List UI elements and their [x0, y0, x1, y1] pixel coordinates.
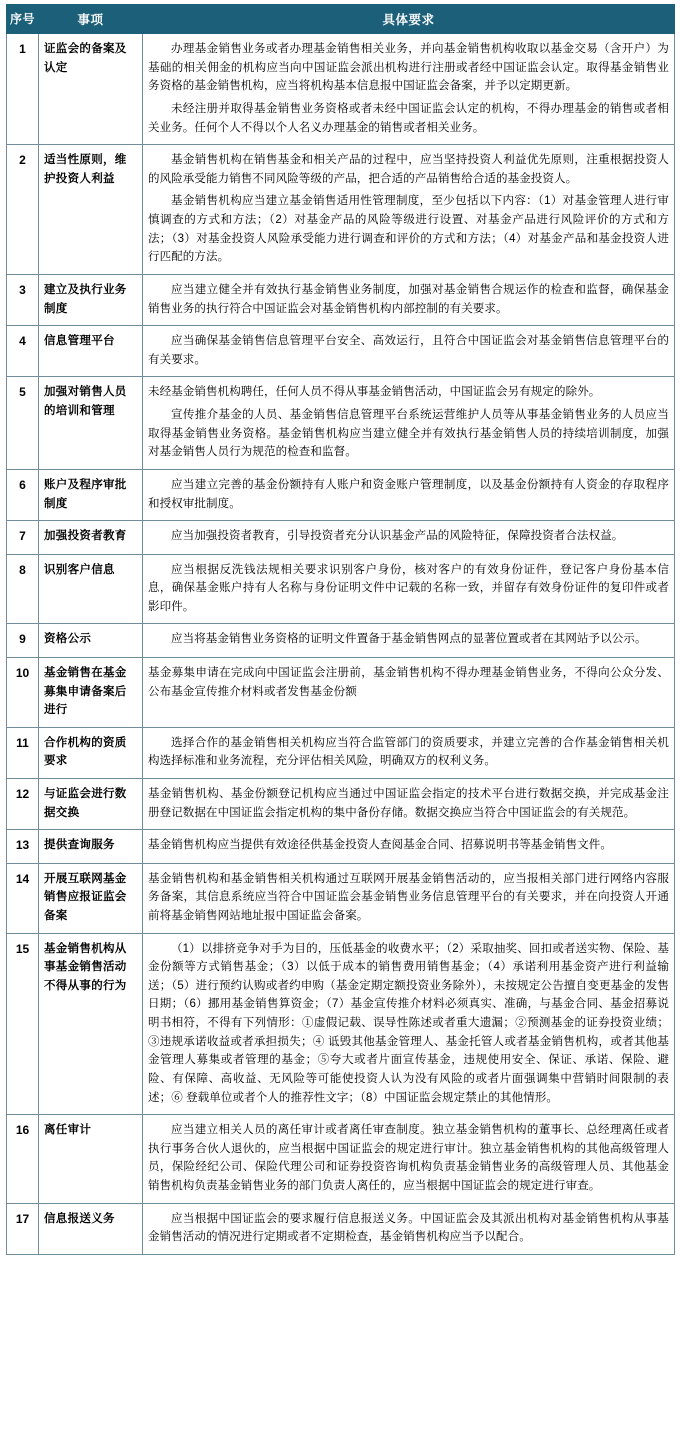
row-sequence-number: 1 [7, 34, 39, 145]
row-item-title: 信息报送义务 [39, 1203, 143, 1254]
requirement-paragraph: 基金募集申请在完成向中国证监会注册前，基金销售机构不得办理基金销售业务，不得向公众分发、公布基金宣传推介材料或者发售基金份额 [148, 666, 669, 698]
row-item-title: 提供查询服务 [39, 830, 143, 863]
requirement-paragraph: 基金销售机构应当建立基金销售适用性管理制度，至少包括以下内容：（1）对基金管理人进行审慎调查的方式和方法；（2）对基金产品的风险等级进行设置、对基金产品进行风险评价的方式和方法；（3）对基金投资人风险承受能力进行调查和评价的方式和方法；（4）对基金产品和基金投资人进行匹配的方法。 [148, 195, 669, 264]
requirement-paragraph: 选择合作的基金销售相关机构应当符合监管部门的资质要求，并建立完善的合作基金销售相关机构选择标准和业务流程，充分评估相关风险，明确双方的权利义务。 [148, 736, 669, 768]
row-item-title: 离任审计 [39, 1115, 143, 1204]
table-row [7, 377, 675, 470]
table-row [7, 274, 675, 325]
row-item-title: 加强对销售人员的培训和管理 [39, 377, 143, 470]
row-sequence-number: 7 [7, 521, 39, 554]
table-row [7, 830, 675, 863]
row-sequence-number: 5 [7, 377, 39, 470]
table-row [7, 933, 675, 1115]
row-item-title: 适当性原则，维护投资人利益 [39, 145, 143, 275]
requirement-paragraph: 应当将基金销售业务资格的证明文件置备于基金销售网点的显著位置或者在其网站予以公示。 [171, 633, 647, 646]
requirement-paragraph: 基金销售机构应当提供有效途径供基金投资人查阅基金合同、招募说明书等基金销售文件。 [148, 839, 612, 852]
requirement-paragraph: 基金销售机构在销售基金和相关产品的过程中，应当坚持投资人利益优先原则，注重根据投资人的风险承受能力销售不同风险等级的产品，把合适的产品销售给合适的基金投资人。 [148, 154, 669, 185]
table-row [7, 624, 675, 657]
row-sequence-number: 11 [7, 727, 39, 778]
column-header-item: 事项 [39, 5, 143, 34]
row-sequence-number: 2 [7, 145, 39, 275]
row-sequence-number: 14 [7, 863, 39, 933]
table-row [7, 554, 675, 624]
row-item-title: 建立及执行业务制度 [39, 274, 143, 325]
requirement-paragraph: 应当根据反洗钱法规相关要求识别客户身份，核对客户的有效身份证件，登记客户身份基本信息，确保基金账户持有人名称与身份证明文件中记载的名称一致，并留存有效身份证件的复印件或者影印件。 [148, 563, 669, 613]
requirement-paragraph: 应当建立完善的基金份额持有人账户和资金账户管理制度，以及基金份额持有人资金的存取程序和授权审批制度。 [148, 478, 669, 510]
row-sequence-number: 6 [7, 469, 39, 520]
row-item-title: 资格公示 [39, 624, 143, 657]
row-sequence-number: 13 [7, 830, 39, 863]
requirement-paragraph: 应当确保基金销售信息管理平台安全、高效运行，且符合中国证监会对基金销售信息管理平台的有关要求。 [148, 335, 669, 366]
row-requirement-text [143, 1203, 675, 1254]
row-sequence-number: 16 [7, 1115, 39, 1204]
requirement-paragraph: 应当建立相关人员的离任审计或者离任审查制度。独立基金销售机构的董事长、总经理离任或者执行事务合伙人退伙的，应当根据中国证监会的规定进行审计。独立基金销售机构的其他高级管理人员，保险经纪公司、保险代理公司和证券投资咨询机构负责基金销售业务的高级管理人员、其他基金销售机构负责基金销售业务的部门负责人离任的，应当根据中国证监会的规定进行审查。 [148, 1124, 669, 1193]
requirement-paragraph: 未经基金销售机构聘任，任何人员不得从事基金销售活动，中国证监会另有规定的除外。 [148, 386, 601, 399]
table-row [7, 727, 675, 778]
table-header [7, 5, 675, 34]
row-requirement-text [143, 1115, 675, 1204]
requirement-paragraph: 基金销售机构、基金份额登记机构应当通过中国证监会指定的技术平台进行数据交换，并完成基金注册登记数据在中国证监会指定机构的集中备份存储。数据交换应当符合中国证监会的有关规范。 [148, 788, 669, 819]
table-header-row [7, 5, 675, 34]
row-requirement-text [143, 521, 675, 554]
row-item-title: 识别客户信息 [39, 554, 143, 624]
requirement-paragraph: 基金销售机构和基金销售相关机构通过互联网开展基金销售活动的，应当报相关部门进行网络内容服务备案，其信息系统应当符合中国证监会基金销售业务信息管理平台的有关要求，并在向投资人开通前将基金销售网站地址报中国证监会备案。 [148, 872, 669, 922]
requirement-paragraph: 宣传推介基金的人员、基金销售信息管理平台系统运营维护人员等从事基金销售业务的人员应当取得基金销售业务资格。基金销售机构应当建立健全并有效执行基金销售人员的持续培训制度，加强对基金销售人员行为规范的检查和监督。 [148, 409, 669, 459]
requirement-paragraph: 应当建立健全并有效执行基金销售业务制度，加强对基金销售合规运作的检查和监督，确保基金销售业务的执行符合中国证监会对基金销售机构内部控制的有关要求。 [148, 283, 669, 315]
row-requirement-text [143, 624, 675, 657]
row-requirement-text [143, 145, 675, 275]
table-row [7, 657, 675, 727]
table-row [7, 145, 675, 275]
row-sequence-number: 4 [7, 326, 39, 377]
row-item-title: 与证监会进行数据交换 [39, 779, 143, 830]
row-requirement-text [143, 863, 675, 933]
row-requirement-text [143, 274, 675, 325]
row-requirement-text [143, 933, 675, 1115]
row-requirement-text [143, 377, 675, 470]
row-sequence-number: 15 [7, 933, 39, 1115]
column-header-seq: 序号 [7, 5, 39, 34]
row-sequence-number: 10 [7, 657, 39, 727]
table-row [7, 863, 675, 933]
table-row [7, 469, 675, 520]
row-requirement-text [143, 34, 675, 145]
table-row [7, 326, 675, 377]
row-requirement-text [143, 554, 675, 624]
requirements-table [6, 4, 675, 1255]
row-requirement-text [143, 469, 675, 520]
row-item-title: 信息管理平台 [39, 326, 143, 377]
row-sequence-number: 8 [7, 554, 39, 624]
row-requirement-text [143, 830, 675, 863]
row-item-title: 账户及程序审批制度 [39, 469, 143, 520]
table-row [7, 779, 675, 830]
row-requirement-text [143, 779, 675, 830]
table-body [7, 34, 675, 1255]
row-sequence-number: 3 [7, 274, 39, 325]
requirement-paragraph: 应当加强投资者教育，引导投资者充分认识基金产品的风险特征，保障投资者合法权益。 [171, 530, 624, 543]
row-item-title: 基金销售在基金募集申请备案后进行 [39, 657, 143, 727]
row-requirement-text [143, 657, 675, 727]
requirement-paragraph: 办理基金销售业务或者办理基金销售相关业务，并向基金销售机构收取以基金交易（含开户）为基础的相关佣金的机构应当向中国证监会派出机构进行注册或者经中国证监会认定。取得基金销售业务资格的基金销售机构，应当将机构基本信息报中国证监会备案，并予以定期更新。 [148, 43, 669, 93]
table-row [7, 521, 675, 554]
column-header-requirement: 具体要求 [143, 5, 675, 34]
row-item-title: 加强投资者教育 [39, 521, 143, 554]
row-requirement-text [143, 326, 675, 377]
row-item-title: 合作机构的资质要求 [39, 727, 143, 778]
row-sequence-number: 9 [7, 624, 39, 657]
row-item-title: 证监会的备案及认定 [39, 34, 143, 145]
row-sequence-number: 17 [7, 1203, 39, 1254]
requirement-paragraph: 应当根据中国证监会的要求履行信息报送义务。中国证监会及其派出机构对基金销售机构从事基金销售活动的情况进行定期或者不定期检查，基金销售机构应当予以配合。 [148, 1212, 669, 1244]
table-row [7, 34, 675, 145]
row-item-title: 基金销售机构从事基金销售活动不得从事的行为 [39, 933, 143, 1115]
row-item-title: 开展互联网基金销售应报证监会备案 [39, 863, 143, 933]
requirement-paragraph: （1）以排挤竞争对手为目的，压低基金的收费水平；（2）采取抽奖、回扣或者送实物、保险、基金份额等方式销售基金；（3）以低于成本的销售费用销售基金；（4）承诺利用基金资产进行利益输送；（5）进行预约认购或者约申购（基金定期定额投资业务除外），未按规定公告擅自变更基金的发售日期；（6）挪用基金销售算资金；（7）基金宣传推介材料必须真实、准确，与基金合同、基金招募说明书相符，不得有下列情形：①虚假记载、误导性陈述或者重大遗漏；②预测基金的证券投资业绩；③违规承诺收益或者承担损失；④ 诋毁其他基金管理人、基金托管人或者基金销售机构，或者其他基金管理人募集或者管理的基金；⑤夸大或者片面宣传基金，违规使用安全、保证、承诺、保险、避险、有保障、高收益、无风险等可能使投资人认为没有风险的或者片面强调集中营销时间限制的表述；⑥ 登载单位或者个人的推荐性文字；（8）中国证监会规定禁止的其他情形。 [148, 942, 669, 1104]
table-row [7, 1203, 675, 1254]
requirement-paragraph: 未经注册并取得基金销售业务资格或者未经中国证监会认定的机构，不得办理基金的销售或者相关业务。任何个人不得以个人名义办理基金的销售或者相关业务。 [148, 102, 669, 134]
table-row [7, 1115, 675, 1204]
row-sequence-number: 12 [7, 779, 39, 830]
row-requirement-text [143, 727, 675, 778]
